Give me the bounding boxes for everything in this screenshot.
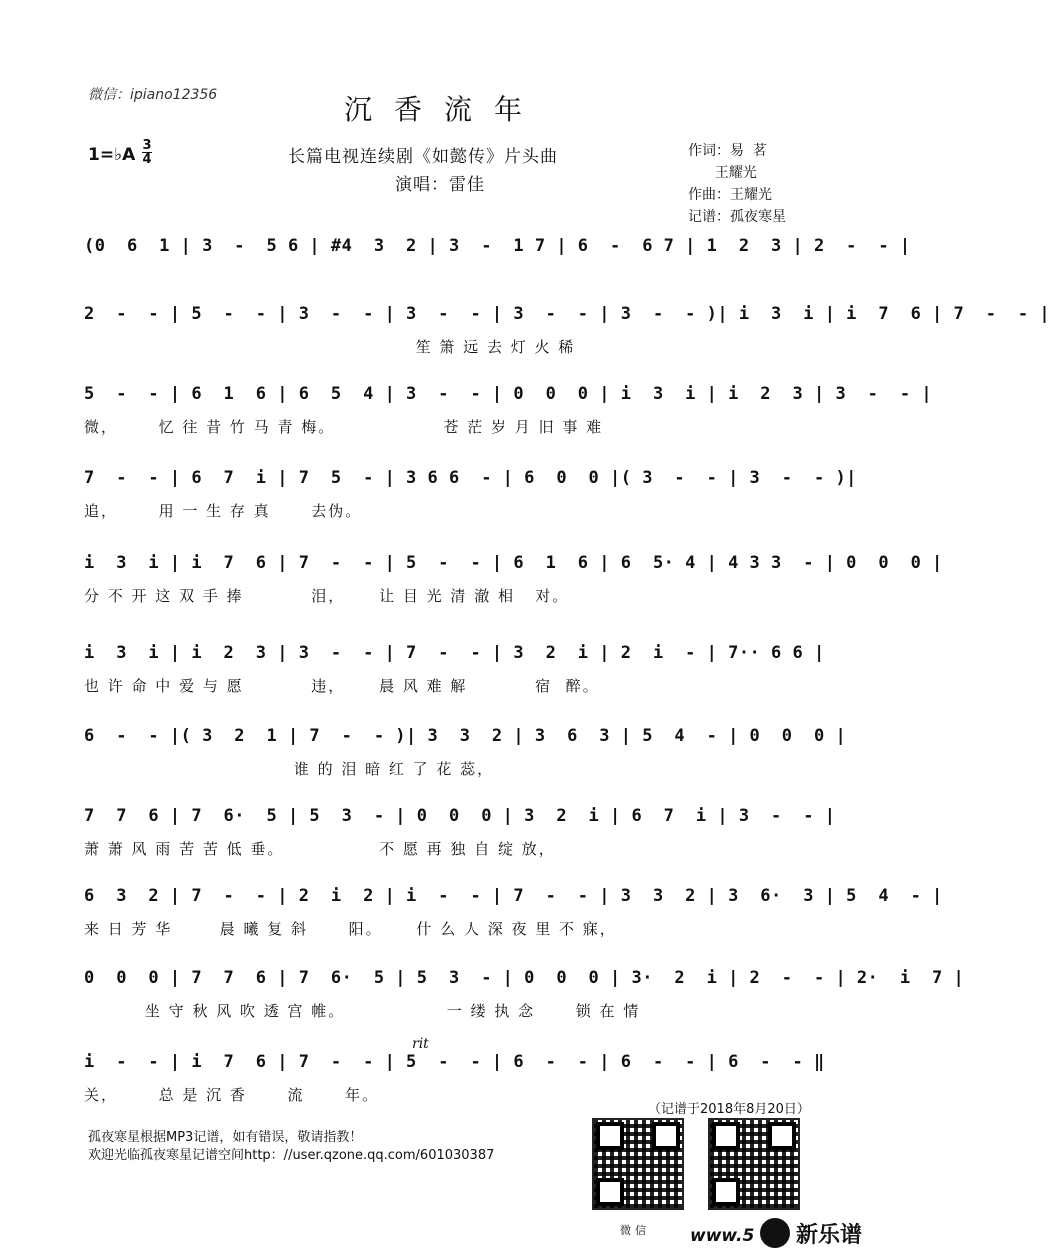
credits xyxy=(688,140,786,228)
footer-link[interactable]: 欢迎光临孤夜寒星记谱空间http：//user.qzone.qq.com/601030387 xyxy=(88,1148,495,1163)
brand-name: 新乐谱 xyxy=(796,1223,863,1248)
lyric-line: 微， 忆 往 昔 竹 马 青 梅。 苍 茫 岁 月 旧 事 难 xyxy=(84,418,604,436)
transcription-date: （记谱于2018年8月20日） xyxy=(648,1102,810,1117)
notation-line: 2 - - | 5 - - | 3 - - | 3 - - | 3 - - | 3 - - )| i 3 i | i 7 6 | 7 - - | xyxy=(84,304,1050,324)
lyric-line: 追， 用 一 生 存 真 去伪。 xyxy=(84,502,363,520)
qr-code-icon xyxy=(592,1118,684,1210)
lyric-line: 分 不 开 这 双 手 捧 泪， 让 目 光 清 澈 相 对。 xyxy=(84,587,570,605)
notation-line: 6 - - |( 3 2 1 | 7 - - )| 3 3 2 | 3 6 3 | 5 4 - | 0 0 0 | xyxy=(84,726,847,746)
lyric-line: 坐 守 秋 风 吹 透 宫 帷。 一 缕 执 念 锁 在 情 xyxy=(84,1002,641,1020)
footer-note: 孤夜寒星根据MP3记谱，如有错误，敬请指教！ xyxy=(88,1130,363,1145)
qr-code-icon xyxy=(708,1118,800,1210)
lyric-line: 谁 的 泪 暗 红 了 花 蕊， xyxy=(84,760,495,778)
credit-transcriber: 记谱：孤夜寒星 xyxy=(688,209,786,225)
ritardando-mark: rit xyxy=(412,1036,429,1052)
notation-line: 6 3 2 | 7 - - | 2 i 2 | i - - | 7 - - | 3 3 2 | 3 6· 3 | 5 4 - | xyxy=(84,886,943,906)
notation-line: i 3 i | i 2 3 | 3 - - | 7 - - | 3 2 i | 2 i - | 7·· 6 6 | xyxy=(84,643,825,663)
site-watermark: www.5 xyxy=(690,1226,755,1246)
meter-bottom: 4 xyxy=(142,152,152,167)
notation-line: i 3 i | i 7 6 | 7 - - | 5 - - | 6 1 6 | 6 5· 4 | 4 3 3 - | 0 0 0 | xyxy=(84,553,943,573)
time-signature xyxy=(142,139,152,166)
subtitle: 长篇电视连续剧《如懿传》片头曲 xyxy=(288,147,558,167)
credit-composer: 作曲：王耀光 xyxy=(688,187,772,203)
credit-lyricist-2: 王耀光 xyxy=(688,165,757,181)
lyric-line: 也 许 命 中 爱 与 愿 违， 晨 风 难 解 宿 醉。 xyxy=(84,677,600,695)
qr-label: 微信 xyxy=(620,1224,650,1237)
credit-lyricist: 作词：易 茗 xyxy=(688,143,767,159)
lyric-line: 萧 萧 风 雨 苦 苦 低 垂。 不 愿 再 独 自 绽 放， xyxy=(84,840,556,858)
lyric-line: 笙 箫 远 去 灯 火 稀 xyxy=(84,338,576,356)
song-title: 沉香流年 xyxy=(343,93,544,126)
notation-line: 0 0 0 | 7 7 6 | 7 6· 5 | 5 3 - | 0 0 0 | 3· 2 i | 2 - - | 2· i 7 | xyxy=(84,968,965,988)
lyric-line: 关， 总 是 沉 香 流 年。 xyxy=(84,1086,380,1104)
key-signature: 1=♭A xyxy=(88,145,136,165)
singer: 演唱：雷佳 xyxy=(395,175,485,195)
wechat-id: 微信：ipiano12356 xyxy=(88,87,218,103)
notation-line: 7 - - | 6 7 i | 7 5 - | 3 6 6 - | 6 0 0 |( 3 - - | 3 - - )| xyxy=(84,468,857,488)
brand-logo-icon xyxy=(760,1218,790,1248)
lyric-line: 来 日 芳 华 晨 曦 复 斜 阳。 什 么 人 深 夜 里 不 寐， xyxy=(84,920,617,938)
notation-line: (0 6 1 | 3 - 5 6 | #4 3 2 | 3 - 1 7 | 6 - 6 7 | 1 2 3 | 2 - - | xyxy=(84,236,911,256)
notation-line: 5 - - | 6 1 6 | 6 5 4 | 3 - - | 0 0 0 | i 3 i | i 2 3 | 3 - - | xyxy=(84,384,933,404)
notation-line: 7 7 6 | 7 6· 5 | 5 3 - | 0 0 0 | 3 2 i | 6 7 i | 3 - - | xyxy=(84,806,836,826)
notation-line: i - - | i 7 6 | 7 - - | 5 - - | 6 - - | 6 - - | 6 - - ‖ xyxy=(84,1052,825,1072)
meter-top: 3 xyxy=(142,138,152,153)
